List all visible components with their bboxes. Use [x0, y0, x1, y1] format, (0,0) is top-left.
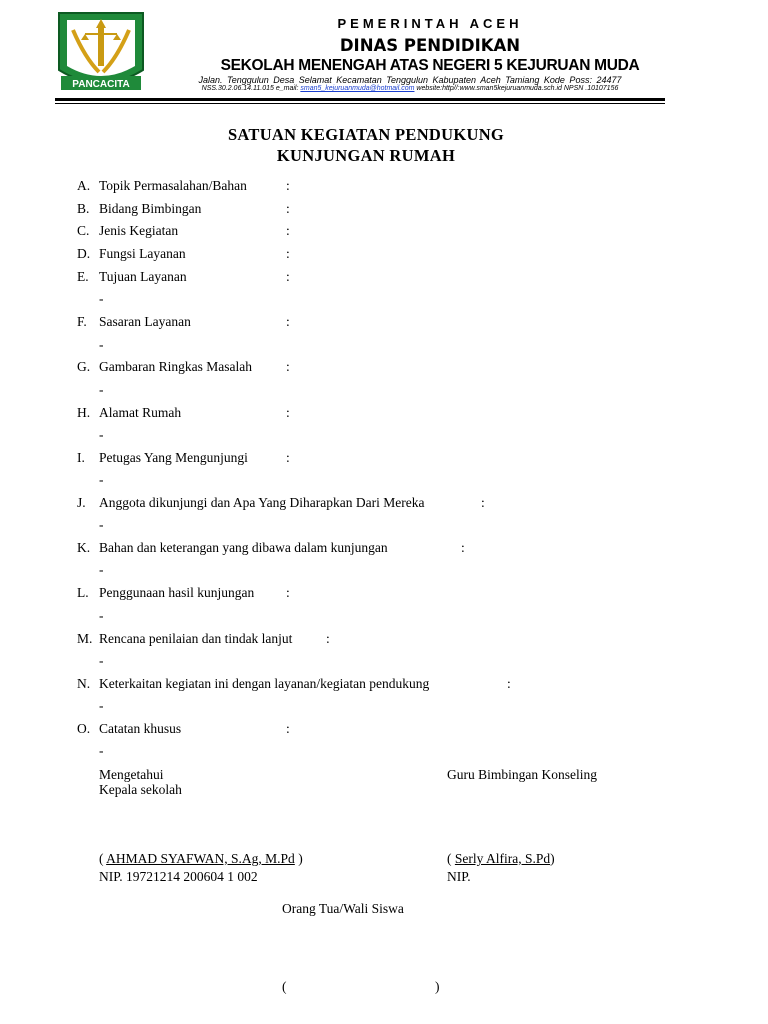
item-letter: E.: [77, 269, 89, 284]
item-letter: O.: [77, 721, 91, 736]
school-address: Jalan. Tenggulun Desa Selamat Kecamatan Tenggulun Kabupaten Aceh Tamiang Kode Poss: 24477: [198, 75, 622, 85]
item-colon: :: [286, 314, 290, 329]
item-letter: N.: [77, 676, 91, 691]
item-label: Fungsi Layanan: [99, 246, 186, 261]
agency-name: DINAS PENDIDIKAN: [339, 36, 521, 55]
item-letter: A.: [77, 178, 91, 193]
item-letter: L.: [77, 585, 89, 600]
sig-parent-label: Orang Tua/Wali Siswa: [282, 901, 404, 916]
item-label: Keterkaitan kegiatan ini dengan layanan/kegiatan pendukung: [99, 676, 430, 691]
sig-left-role: Kepala sekolah: [99, 782, 182, 797]
item-colon: :: [326, 631, 330, 646]
item-label: Penggunaan hasil kunjungan: [99, 585, 255, 600]
logo-text: PANCACITA: [72, 79, 130, 90]
item-label: Gambaran Ringkas Masalah: [99, 359, 252, 374]
item-label: Sasaran Layanan: [99, 314, 191, 329]
item-letter: C.: [77, 223, 90, 238]
principal-name: AHMAD SYAFWAN, S.Ag, M.Pd: [106, 851, 295, 866]
item-label: Catatan khusus: [99, 721, 182, 736]
item-j-dash: -: [99, 517, 104, 532]
paren-close: ): [550, 851, 555, 866]
item-letter: D.: [77, 246, 91, 261]
item-colon: :: [461, 540, 465, 555]
email-link[interactable]: sman5_kejuruanmuda@hotmail.com: [300, 85, 415, 92]
item-colon: :: [286, 721, 290, 736]
item-o-dash: -: [99, 743, 104, 758]
item-label: Bahan dan keterangan yang dibawa dalam kunjungan: [99, 540, 388, 555]
item-f-dash: -: [99, 337, 104, 352]
item-colon: :: [286, 201, 290, 216]
item-colon: :: [481, 495, 485, 510]
item-letter: G.: [77, 359, 91, 374]
item-colon: :: [286, 178, 290, 193]
item-letter: H.: [77, 405, 91, 420]
item-colon: :: [286, 585, 290, 600]
item-colon: :: [286, 269, 290, 284]
item-letter: J.: [77, 495, 86, 510]
item-colon: :: [286, 405, 290, 420]
item-label: Topik Permasalahan/Bahan: [99, 178, 247, 193]
contact-prefix: NSS.30.2.06.14.11.015 e_mail:: [201, 85, 301, 92]
document-title-line2: KUNJUNGAN RUMAH: [276, 146, 456, 165]
paren-open: (: [447, 851, 455, 866]
sig-parent-paren-close: ): [435, 979, 440, 994]
school-name: SEKOLAH MENENGAH ATAS NEGERI 5 KEJURUAN MUDA: [220, 57, 640, 74]
item-label: Alamat Rumah: [99, 405, 182, 420]
item-colon: :: [507, 676, 511, 691]
paren-open: (: [99, 851, 107, 866]
item-letter: B.: [77, 201, 90, 216]
item-letter: K.: [77, 540, 91, 555]
sig-left-acknowledged: Mengetahui: [99, 767, 164, 782]
sig-left-name: [99, 851, 303, 867]
sig-right-role: Guru Bimbingan Konseling: [447, 767, 597, 782]
item-colon: :: [286, 450, 290, 465]
item-i-dash: -: [99, 472, 104, 487]
item-label: Jenis Kegiatan: [99, 223, 179, 238]
item-m-dash: -: [99, 653, 104, 668]
counselor-name: Serly Alfira, S.Pd: [454, 851, 551, 866]
item-colon: :: [286, 223, 290, 238]
pancacita-logo: [55, 10, 147, 96]
item-g-dash: -: [99, 382, 104, 397]
item-colon: :: [286, 246, 290, 261]
contact-suffix: website:http//:www.sman5kejuruanmuda.sch.id NPSN .10107156: [414, 85, 619, 92]
item-label: Tujuan Layanan: [99, 269, 187, 284]
header-rule-thick: [55, 98, 665, 101]
item-letter: F.: [77, 314, 87, 329]
item-colon: :: [286, 359, 290, 374]
item-label: Bidang Bimbingan: [99, 201, 202, 216]
item-label: Rencana penilaian dan tindak lanjut: [99, 631, 293, 646]
sig-right-nip: NIP.: [447, 869, 471, 884]
paren-close: ): [294, 851, 303, 866]
item-label: Petugas Yang Mengunjungi: [99, 450, 248, 465]
government-name: PEMERINTAH ACEH: [337, 16, 523, 31]
item-k-dash: -: [99, 562, 104, 577]
item-e-dash: -: [99, 291, 104, 306]
item-letter: I.: [77, 450, 85, 465]
item-label: Anggota dikunjungi dan Apa Yang Diharapkan Dari Mereka: [99, 495, 425, 510]
school-contact: [160, 85, 660, 92]
item-h-dash: -: [99, 427, 104, 442]
item-n-dash: -: [99, 698, 104, 713]
item-letter: M.: [77, 631, 93, 646]
item-l-dash: -: [99, 608, 104, 623]
sig-right-name: [447, 851, 555, 867]
sig-left-nip: NIP. 19721214 200604 1 002: [99, 869, 258, 884]
sig-parent-paren-open: (: [282, 979, 287, 994]
header-rule-thin: [55, 103, 665, 104]
document-title-line1: SATUAN KEGIATAN PENDUKUNG: [227, 125, 505, 144]
